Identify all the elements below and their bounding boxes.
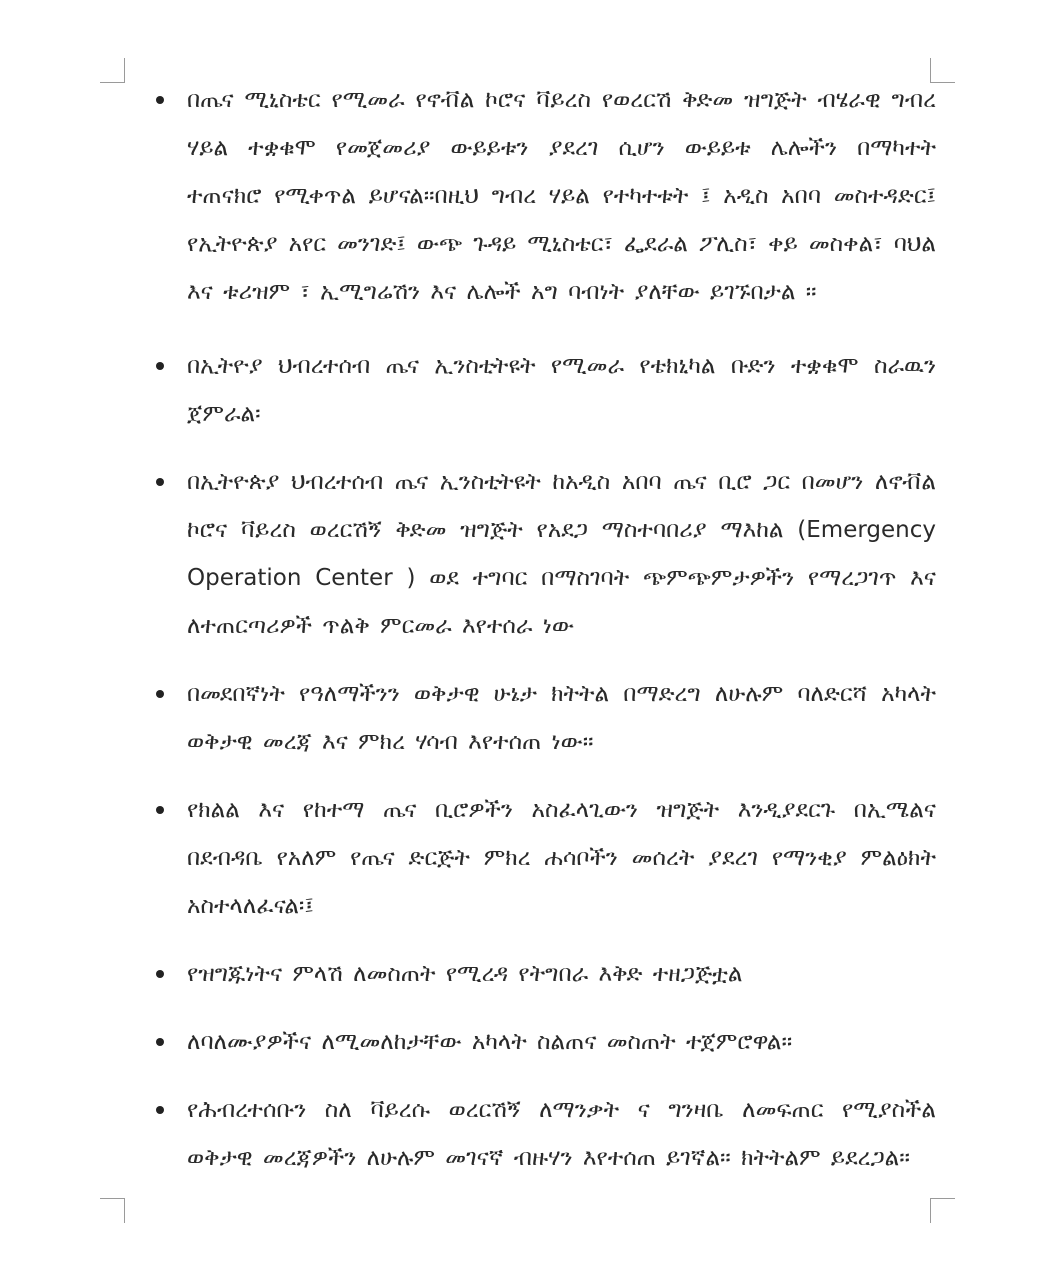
- bullet-text: በኢትዮያ ህብረተሰብ ጤና ኢንስቲትዩት የሚመራ የቴክኒካል ቡድን ተቋቁሞ ስራዉን ጀምራል፡: [187, 353, 936, 427]
- bullet-icon: [156, 1106, 164, 1114]
- bullet-text: የዝግጁነትና ምላሽ ለመስጠት የሚረዳ የትግበራ እቅድ ተዘጋጅቷል: [187, 961, 743, 987]
- list-item: [150, 458, 936, 650]
- bullet-text: በጤና ሚኒስቴር የሚመራ የኖቭል ኮሮና ቫይረስ የወረርሽ ቅድመ ዝግጅት ብሄራዊ ግብረ ሃይል ተቋቁሞ የመጀመሪያ ውይይቱን ያደረገ ሲሆን ውይይቱ ሌሎችን በማካተት ተጠናክሮ የሚቀጥል ይሆናል።በዚህ ግብረ ሃይል የተካተቱት ፤ አዲስ አበባ መስተዳድር፤ የኢትዮጵያ አየር መንገድ፤ ውጭ ጉዳይ ሚኒስቴር፣ ፌደራል ፖሊስ፣ ቀይ መስቀል፣ ባህል እና ቱሪዝም ፣ ኢሚግሬሽን እና ሌሎች አግ ባብነት ያለቸው ይገኙበታል ።: [187, 87, 936, 305]
- bullet-icon: [156, 1038, 164, 1046]
- list-item: [150, 76, 936, 316]
- bullet-text: የክልል እና የከተማ ጤና ቢሮዎችን አስፈላጊውን ዝግጅት እንዲያደርጉ በኢሜልና በደብዳቤ የአለም የጤና ድርጅት ምክረ ሐሳቦችን መሰረት ያደረገ የማንቂያ ምልዕክት አስተላለፈናል፡፤: [187, 797, 936, 919]
- bullet-icon: [156, 970, 164, 978]
- bullet-icon: [156, 362, 164, 370]
- bullet-text: የሕብረተሰቡን ስለ ቫይረሱ ወረርሽኝ ለማንቃት ና ግንዛቤ ለመፍጠር የሚያስችል ወቅታዊ መረጃዎችን ለሁሉም መገናኛ ብዙሃን እየተሰጠ ይገኛል። ክትትልም ይደረጋል።: [187, 1097, 936, 1171]
- document-page: [150, 76, 936, 1202]
- crop-mark-bottom-left: [100, 1198, 125, 1223]
- list-item: [150, 342, 936, 438]
- list-item: [150, 1018, 936, 1066]
- list-item: [150, 1086, 936, 1182]
- bullet-icon: [156, 690, 164, 698]
- list-item: [150, 950, 936, 998]
- bullet-text: በኢትዮጵያ ህብረተሰብ ጤና ኢንስቲትዩት ከአዲስ አበባ ጤና ቢሮ ጋር በመሆን ለኖቭል ኮሮና ቫይረስ ወረርሽኝ ቅድመ ዝግጅት የአደጋ ማስተባበሪያ ማእከል (Emergency Operation Center ) ወደ ተግባር በማስገባት ጭምጭምታዎችን የማረጋገጥ እና ለተጠርጣሪዎች ጥልቅ ምርመራ እየተሰራ ነው: [187, 469, 936, 639]
- list-item: [150, 670, 936, 766]
- bullet-icon: [156, 96, 164, 104]
- bullet-icon: [156, 806, 164, 814]
- bullet-text: በመደበኛነት የዓለማችንን ወቅታዊ ሁኔታ ክትትል በማድረግ ለሁሉም ባለድርሻ አካላት ወቅታዊ መረጃ እና ምክረ ሃሳብ እየተሰጠ ነው።: [187, 681, 936, 755]
- list-item: [150, 786, 936, 930]
- bullet-list: [150, 76, 936, 1182]
- crop-mark-top-left: [100, 58, 125, 83]
- bullet-text: ለባለሙያዎችና ለሚመለከታቸው አካላት ስልጠና መስጠት ተጀምሮዋል።: [187, 1029, 793, 1055]
- bullet-icon: [156, 478, 164, 486]
